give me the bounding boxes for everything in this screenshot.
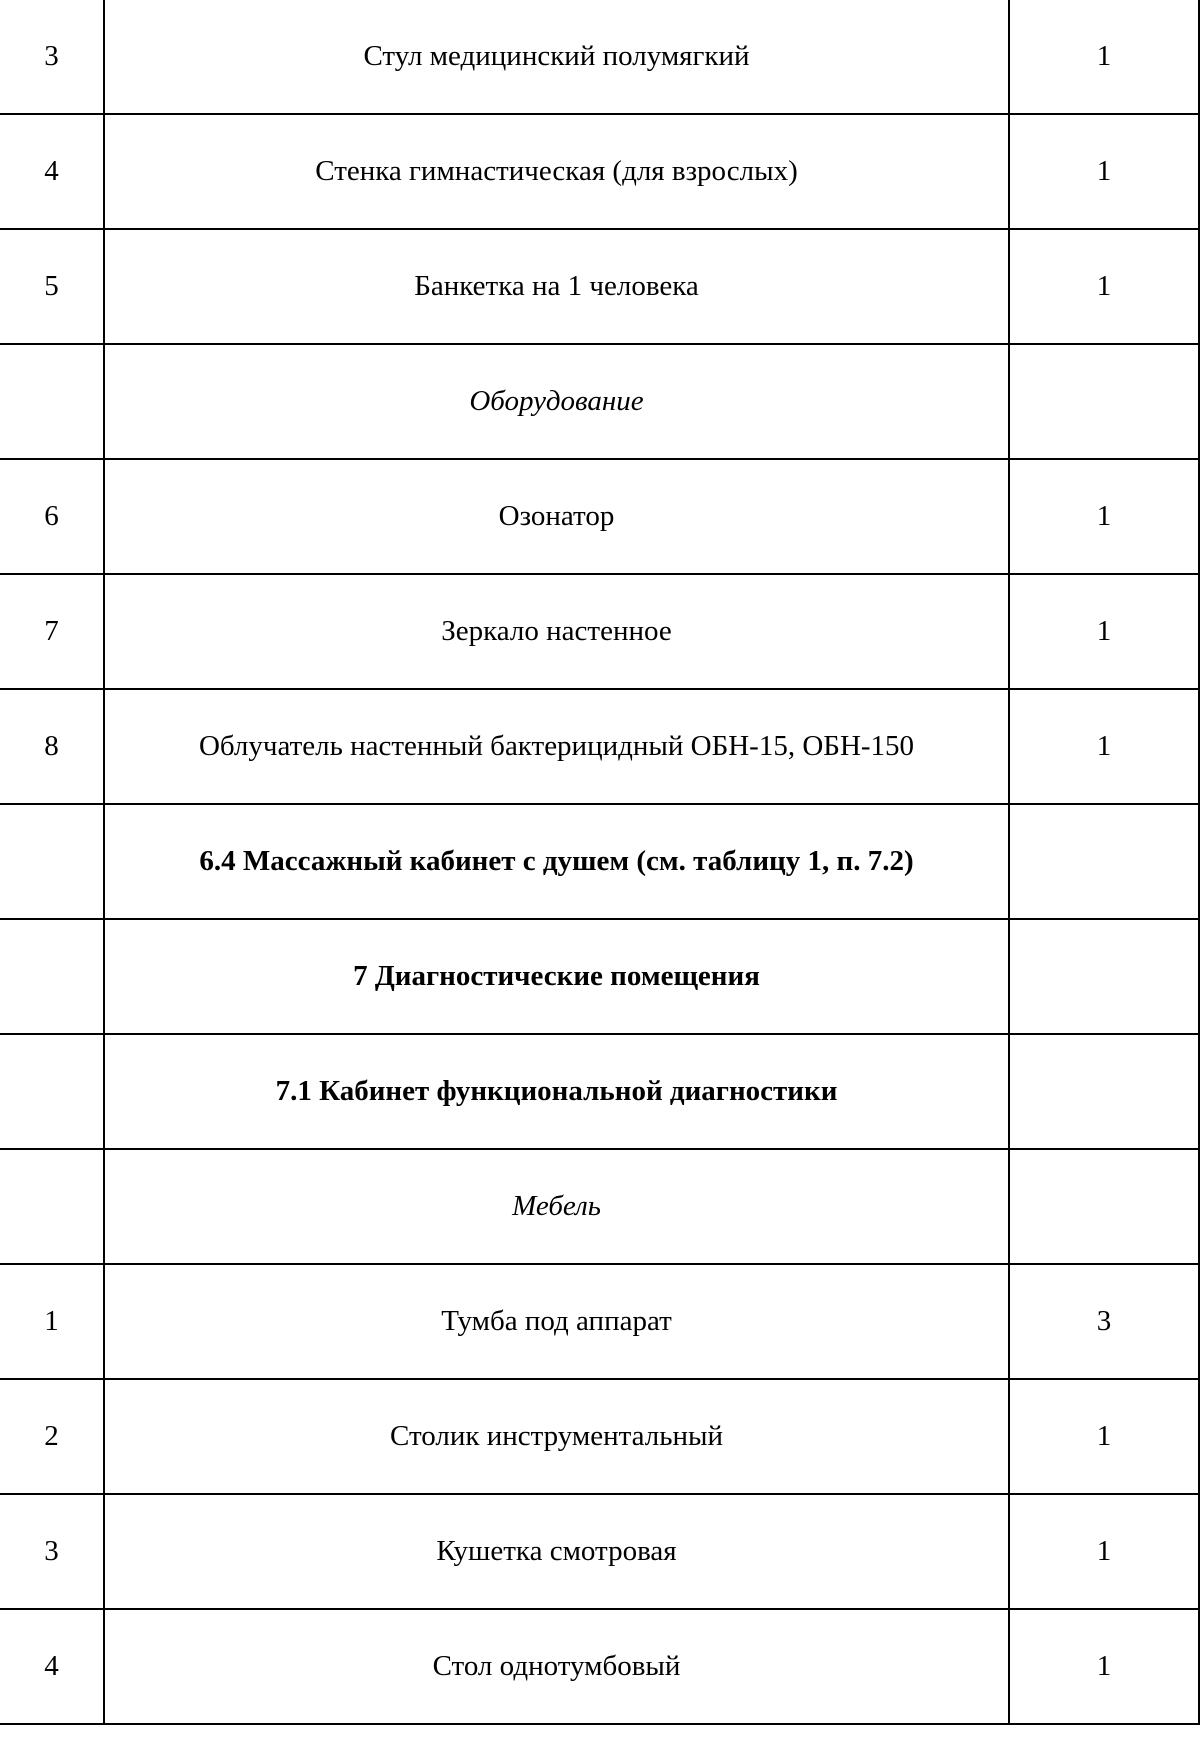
row-number: 4 bbox=[0, 114, 104, 229]
table-row bbox=[0, 1149, 1199, 1264]
table-row bbox=[0, 919, 1199, 1034]
table-row bbox=[0, 1494, 1199, 1609]
row-number: 2 bbox=[0, 1379, 104, 1494]
table-row bbox=[0, 1379, 1199, 1494]
item-name: Стенка гимнастическая (для взрослых) bbox=[104, 114, 1009, 229]
row-number: 4 bbox=[0, 1609, 104, 1724]
item-name: Стол однотумбовый bbox=[104, 1609, 1009, 1724]
table-row bbox=[0, 459, 1199, 574]
table-row bbox=[0, 689, 1199, 804]
row-number: 8 bbox=[0, 689, 104, 804]
item-quantity: 1 bbox=[1009, 1379, 1199, 1494]
item-name: Кушетка смотровая bbox=[104, 1494, 1009, 1609]
row-number bbox=[0, 919, 104, 1034]
row-number: 5 bbox=[0, 229, 104, 344]
item-quantity: 3 bbox=[1009, 1264, 1199, 1379]
section-heading: 7 Диагностические помещения bbox=[104, 919, 1009, 1034]
table-row bbox=[0, 229, 1199, 344]
item-name: Столик инструментальный bbox=[104, 1379, 1009, 1494]
table-row bbox=[0, 1264, 1199, 1379]
subsection-heading: Мебель bbox=[104, 1149, 1009, 1264]
item-quantity bbox=[1009, 919, 1199, 1034]
table-row bbox=[0, 114, 1199, 229]
item-quantity: 1 bbox=[1009, 574, 1199, 689]
row-number bbox=[0, 1034, 104, 1149]
item-name: Стул медицинский полумягкий bbox=[104, 0, 1009, 114]
subsection-heading: Оборудование bbox=[104, 344, 1009, 459]
table-row bbox=[0, 1609, 1199, 1724]
table-row bbox=[0, 1034, 1199, 1149]
item-quantity bbox=[1009, 344, 1199, 459]
section-heading: 7.1 Кабинет функциональной диагностики bbox=[104, 1034, 1009, 1149]
table-row bbox=[0, 804, 1199, 919]
item-quantity: 1 bbox=[1009, 459, 1199, 574]
item-name: Озонатор bbox=[104, 459, 1009, 574]
item-quantity bbox=[1009, 804, 1199, 919]
row-number: 1 bbox=[0, 1264, 104, 1379]
row-number: 6 bbox=[0, 459, 104, 574]
item-quantity: 1 bbox=[1009, 689, 1199, 804]
row-number bbox=[0, 344, 104, 459]
item-name: Банкетка на 1 человека bbox=[104, 229, 1009, 344]
item-quantity: 1 bbox=[1009, 114, 1199, 229]
item-name: Облучатель настенный бактерицидный ОБН-15, ОБН-150 bbox=[104, 689, 1009, 804]
section-heading: 6.4 Массажный кабинет с душем (см. таблицу 1, п. 7.2) bbox=[104, 804, 1009, 919]
item-quantity: 1 bbox=[1009, 0, 1199, 114]
row-number: 3 bbox=[0, 0, 104, 114]
item-name: Зеркало настенное bbox=[104, 574, 1009, 689]
row-number bbox=[0, 804, 104, 919]
row-number: 7 bbox=[0, 574, 104, 689]
row-number: 3 bbox=[0, 1494, 104, 1609]
table-row bbox=[0, 344, 1199, 459]
item-quantity: 1 bbox=[1009, 1494, 1199, 1609]
table-row bbox=[0, 574, 1199, 689]
item-name: Тумба под аппарат bbox=[104, 1264, 1009, 1379]
item-quantity: 1 bbox=[1009, 1609, 1199, 1724]
row-number bbox=[0, 1149, 104, 1264]
table-row bbox=[0, 0, 1199, 114]
item-quantity bbox=[1009, 1149, 1199, 1264]
item-quantity: 1 bbox=[1009, 229, 1199, 344]
item-quantity bbox=[1009, 1034, 1199, 1149]
